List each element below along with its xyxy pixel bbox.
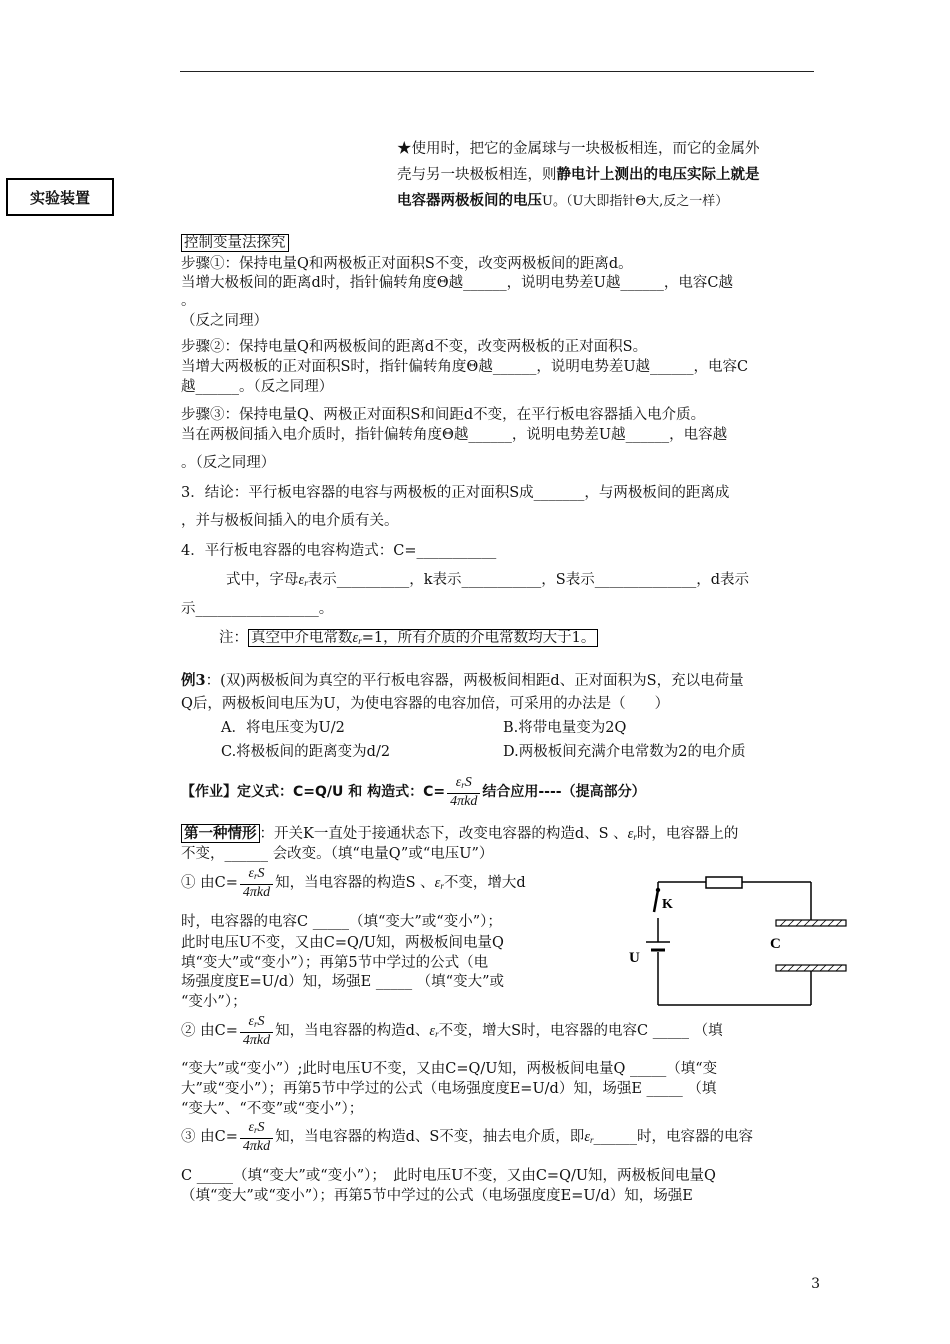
part2-line1 xyxy=(181,1014,723,1048)
section-label: 实验装置 xyxy=(29,188,90,207)
part2-line3: 大”或“变小”）；再第5节中学过的公式（电场强度度E=U/d）知，场强E _____ （填 xyxy=(181,1081,717,1097)
frac-eps-sub: r xyxy=(461,780,465,790)
part3-eps: ε xyxy=(584,1129,591,1145)
epsilon-sub: r xyxy=(304,578,308,588)
star-note-line3 xyxy=(397,189,728,210)
case1-l1: ：开关K一直处于接通状态下，改变电容器的构造d、S 、 xyxy=(259,826,628,842)
part3-line2: C _____（填“变大”或“变小”）； 此时电压U不变，又由C=Q/U知，两极板间电量Q xyxy=(181,1168,716,1184)
part3-line1 xyxy=(181,1120,753,1154)
step2-a: 步骤②：保持电量Q和两极板间的距离d不变，改变两极板的正对面积S。 xyxy=(181,339,648,355)
part1-frac-eps: ε xyxy=(248,866,254,881)
page-number: 3 xyxy=(811,1276,820,1292)
frac-s: S xyxy=(464,775,472,790)
part1-line3: 此时电压U不变，又由C=Q/U知，两极板间电量Q xyxy=(181,935,504,951)
battery-label: U xyxy=(629,950,640,966)
part1-eps: ε xyxy=(434,875,441,891)
star-note-line2-text: 壳与另一块极板相连，则 xyxy=(397,167,557,183)
example3-line2: Q后，两极板间电压为U，为使电容器的电容加倍，可采用的办法是（ ） xyxy=(181,696,670,712)
circuit-diagram xyxy=(616,870,856,1015)
conclusion-line1: 3．结论：平行板电容器的电容与两极板的正对面积S成_______，与两极板间的距离成 xyxy=(181,485,730,501)
part2-line4: “变大”、“不变”或“变小”）； xyxy=(181,1101,364,1117)
part3-frac-num xyxy=(240,1120,273,1139)
step2-c: 越______。（反之同理） xyxy=(181,379,334,395)
step1-d: （反之同理） xyxy=(181,313,268,329)
part2-frac-den: 4πkd xyxy=(242,1033,271,1048)
option-d: D.两极板间充满介电常数为2的电介质 xyxy=(503,744,746,760)
step3-b: 当在两极间插入电介质时，指针偏转角度Θ越______，说明电势差U越______，电容越 xyxy=(181,427,728,443)
part3-a: ③ 由C= xyxy=(181,1129,238,1145)
step1-c: 。 xyxy=(181,293,196,309)
option-a: A．将电压变为U/2 xyxy=(221,720,345,736)
part1-frac-s: S xyxy=(257,866,265,881)
part3-frac-eps: ε xyxy=(248,1120,254,1135)
homework-fraction xyxy=(447,775,480,809)
part2-b: 知，当电容器的构造d、 xyxy=(275,1023,430,1039)
capacitor-plate-bottom xyxy=(776,965,846,971)
part3-eps-sub: r xyxy=(590,1135,594,1145)
frac-den: 4πkd xyxy=(450,794,478,809)
formula-line1: 4．平行板电容器的电容构造式：C=___________ xyxy=(181,543,497,559)
star-note-line2-bold: 静电计上测出的电压实际上就是 xyxy=(556,166,760,183)
part1-frac-sub: r xyxy=(253,871,258,881)
step1-b: 当增大极板间的距离d时，指针偏转角度Θ越______，说明电势差U越______，电容C越 xyxy=(181,275,733,291)
case1-title: 第一种情形 xyxy=(181,824,260,843)
case1-eps: ε xyxy=(627,826,634,842)
option-b: B.将带电量变为2Q xyxy=(503,720,627,736)
part2-fraction xyxy=(240,1014,273,1048)
part3-c: ______时，电容器的电容 xyxy=(593,1129,754,1145)
part1-line1 xyxy=(181,866,526,900)
part1-a: ① 由C= xyxy=(181,875,238,891)
step3-a: 步骤③：保持电量Q、两极正对面积S和间距d不变，在平行板电容器插入电介质。 xyxy=(181,407,706,423)
example3-label: 例3 xyxy=(181,672,206,689)
step1-a: 步骤①：保持电量Q和两极板正对面积S不变，改变两极板间的距离d。 xyxy=(181,256,633,272)
switch-blade-icon xyxy=(654,890,658,912)
part2-a: ② 由C= xyxy=(181,1023,238,1039)
control-title-text: 控制变量法探究 xyxy=(181,234,289,252)
note-epsilon: ε xyxy=(352,630,359,646)
capacitor-plate-top xyxy=(776,920,846,926)
note-a: 真空中介电常数 xyxy=(251,630,353,646)
note-box xyxy=(248,629,598,647)
part2-frac-eps: ε xyxy=(248,1014,254,1029)
star-note-line1: ★使用时，把它的金属球与一块极板相连，而它的金属外 xyxy=(397,141,760,157)
step2-b: 当增大两极板的正对面积S时，指针偏转角度Θ越______，说明电势差U越______，电容C xyxy=(181,359,749,375)
epsilon-symbol: ε xyxy=(298,572,305,588)
header-rule xyxy=(180,71,814,72)
example3-line1 xyxy=(181,669,744,690)
switch-pivot-icon xyxy=(656,888,660,892)
part1-frac-num xyxy=(240,866,273,885)
case1-l1b: 时，电容器上的 xyxy=(636,826,739,842)
note-epsilon-sub: r xyxy=(358,636,362,646)
note-b: =1，所有介质的介电常数均大于1。 xyxy=(361,630,596,646)
part1-b: 知，当电容器的构造S 、 xyxy=(275,875,435,891)
example3-l1: ：(双)两极板间为真空的平行板电容器，两极板间相距d、正对面积为S，充以电荷量 xyxy=(205,673,744,689)
homework-line xyxy=(181,775,646,809)
part1-c: 不变，增大d xyxy=(443,875,526,891)
formula-line2 xyxy=(226,568,749,589)
part2-frac-sub: r xyxy=(253,1019,258,1029)
part1-eps-sub: r xyxy=(440,881,444,891)
resistor-icon xyxy=(706,877,742,888)
frac-eps: ε xyxy=(455,775,462,790)
part2-frac-num xyxy=(240,1014,273,1033)
frac-num xyxy=(447,775,480,794)
part1-frac-den: 4πkd xyxy=(242,885,271,900)
part2-frac-s: S xyxy=(257,1014,265,1029)
star-note-line2 xyxy=(397,163,760,184)
part1-line6: “变小”）； xyxy=(181,994,247,1010)
formula-line2-a: 式中，字母 xyxy=(226,572,299,588)
part2-eps: ε xyxy=(429,1023,436,1039)
part3-frac-den: 4πkd xyxy=(242,1139,271,1154)
part2-c: 不变，增大S时，电容器的电容C _____ （填 xyxy=(438,1023,723,1039)
control-title xyxy=(181,231,289,252)
part1-line5: 场强度度E=U/d）知，场强E _____ （填“变大”或 xyxy=(181,974,504,990)
section-label-box xyxy=(6,178,114,216)
star-note-line3-text: U。（U大即指针Θ大,反之一样） xyxy=(542,194,729,209)
capacitor-label: C xyxy=(770,936,781,952)
case1-line1 xyxy=(181,822,738,843)
part1-fraction xyxy=(240,866,273,900)
part3-b: 知，当电容器的构造d、S不变，抽去电介质，即 xyxy=(275,1129,585,1145)
part2-eps-sub: r xyxy=(435,1029,439,1039)
conclusion-line2: ，并与极板间插入的电介质有关。 xyxy=(181,513,399,529)
part3-frac-s: S xyxy=(257,1120,265,1135)
option-c: C.将极板间的距离变为d/2 xyxy=(221,744,391,760)
part1-line2: 时，电容器的电容C _____（填“变大”或“变小”）； xyxy=(181,914,502,930)
homework-b: 结合应用----（提高部分） xyxy=(482,784,646,800)
part1-line4: 填“变大”或“变小”）；再第5节中学过的公式（电 xyxy=(181,955,489,971)
part3-frac-sub: r xyxy=(253,1125,258,1135)
part3-fraction xyxy=(240,1120,273,1154)
part3-line3: （填“变大”或“变小”）；再第5节中学过的公式（电场强度度E=U/d）知，场强E xyxy=(181,1188,693,1204)
star-note-line3-bold: 电容器两极板间的电压 xyxy=(397,192,542,209)
formula-line3: 示_________________。 xyxy=(181,601,334,617)
homework-a: 【作业】定义式：C=Q/U 和 构造式：C= xyxy=(181,784,446,800)
formula-line2-b: 表示__________，k表示___________，S表示______________，d表示 xyxy=(307,572,749,588)
case1-eps-sub: r xyxy=(633,832,637,842)
case1-line2: 不变，______ 会改变。（填“电量Q”或“电压U”） xyxy=(181,846,494,862)
switch-label: K xyxy=(662,897,673,912)
note-label: 注： xyxy=(219,630,248,646)
part2-line2: “变大”或“变小”）;此时电压U不变，又由C=Q/U知，两极板间电量Q _____（填“变 xyxy=(181,1061,718,1077)
step3-c: 。（反之同理） xyxy=(181,455,276,471)
note-line xyxy=(219,626,598,647)
